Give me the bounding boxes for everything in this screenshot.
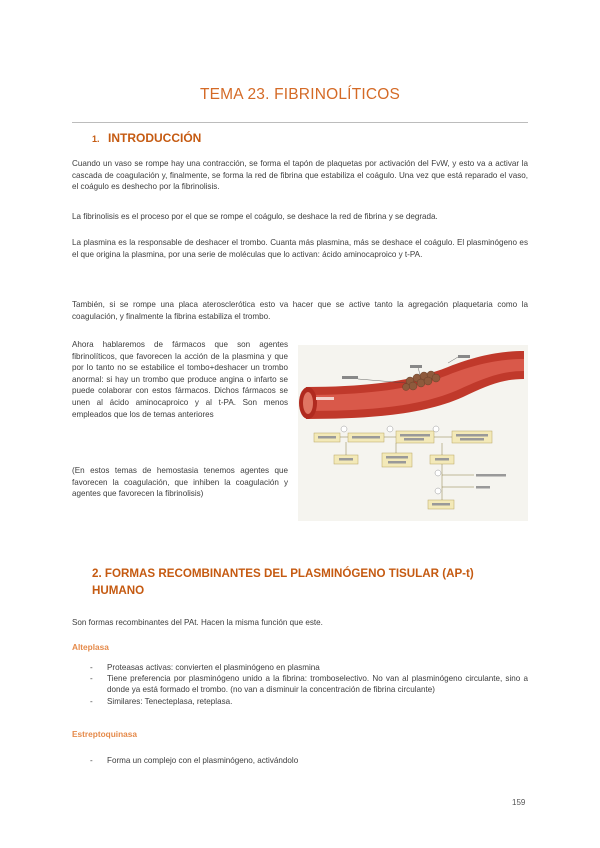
alteplasa-subheading: Alteplasa	[72, 642, 109, 652]
legend-line-1	[476, 474, 506, 477]
page-title: TEMA 23. FIBRINOLÍTICOS	[199, 86, 401, 103]
estreptoquinasa-subheading: Estreptoquinasa	[72, 729, 138, 739]
list-item: - Proteasas activas: convierten el plasminógeno en plasmina	[90, 662, 528, 673]
section1-title: INTRODUCCIÓN	[108, 131, 202, 145]
intro-paragraph-1: Cuando un vaso se rompe hay una contracción, se forma el tapón de plaquetas por activación del FvW, y esto va a activar la cascada de coagulación y, finalmente, se forma la red de fibrina que estabiliza el coágulo. Una vez que está reparado el vaso, el coágulo es deshecho por la fibrinolisis.	[72, 159, 528, 192]
hemostasis-note: (En estos temas de hemostasia tenemos agentes que favorecen la coagulación, que inhiben la coagulación y agentes que favorecen la fibrinolisis)	[72, 466, 288, 499]
label-stub-2	[410, 365, 422, 368]
list-item: - Similares: Tenecteplasa, reteplasa.	[90, 696, 528, 707]
section1-heading	[92, 131, 201, 145]
list-item: - Forma un complejo con el plasminógeno, activándolo	[90, 755, 528, 766]
intro-paragraph-3: La plasmina es la responsable de deshacer el trombo. Cuanta más plasmina, más se deshace el coágulo. El plasminógeno es el que origina la plasmina, por una serie de moléculas que lo activan: ácido aminocaproico y t-PA.	[72, 238, 528, 259]
drugs-paragraph: Ahora hablaremos de fármacos que son agentes fibrinolíticos, que favorecen la acción de la plasmina y que por lo tanto no se estabilice el tombo+deshacer un trombo anormal: si hay un trombo que produce angina o infarto se puede colaborar con estos fármacos. Dichos fármacos se unen al ácido aminocaproico y al t-PA. Son menos empleados que los de temas anteriores	[72, 340, 288, 419]
section2-heading	[92, 566, 528, 599]
label-stub-3	[458, 355, 470, 358]
section1-number: 1.	[92, 134, 100, 144]
intro-paragraph-4: También, si se rompe una placa aterosclerótica esto va hacer que se active tanto la agregación plaquetaria como la coagulación, y finalmente la fibrina estabiliza el trombo.	[72, 300, 528, 321]
alteplasa-list	[90, 662, 528, 707]
list-item: - Tiene preferencia por plasminógeno unido a la fibrina: tromboselectivo. No van al plasminógeno circulante, sino a donde ya está formado el trombo. (no van a disminuir la concentración de fibrina circulante)	[90, 673, 528, 695]
title-divider	[72, 122, 528, 123]
fibrinolysis-illustration	[298, 345, 528, 521]
estreptoquinasa-list	[90, 755, 528, 766]
vessel-opening	[303, 392, 313, 414]
section2-intro: Son formas recombinantes del PAt. Hacen la misma función que este.	[72, 618, 323, 627]
section2-number: 2.	[92, 567, 102, 580]
label-stub-1	[342, 376, 358, 379]
section2-title: FORMAS RECOMBINANTES DEL PLASMINÓGENO TISULAR (AP-t) HUMANO	[92, 567, 474, 597]
legend-line-2	[476, 486, 490, 489]
page-number: 159	[512, 798, 526, 807]
intro-paragraph-2: La fibrinolisis es el proceso por el que se rompe el coágulo, se deshace la red de fibrina y se degrada.	[72, 212, 438, 221]
label-stub-4	[316, 397, 334, 400]
